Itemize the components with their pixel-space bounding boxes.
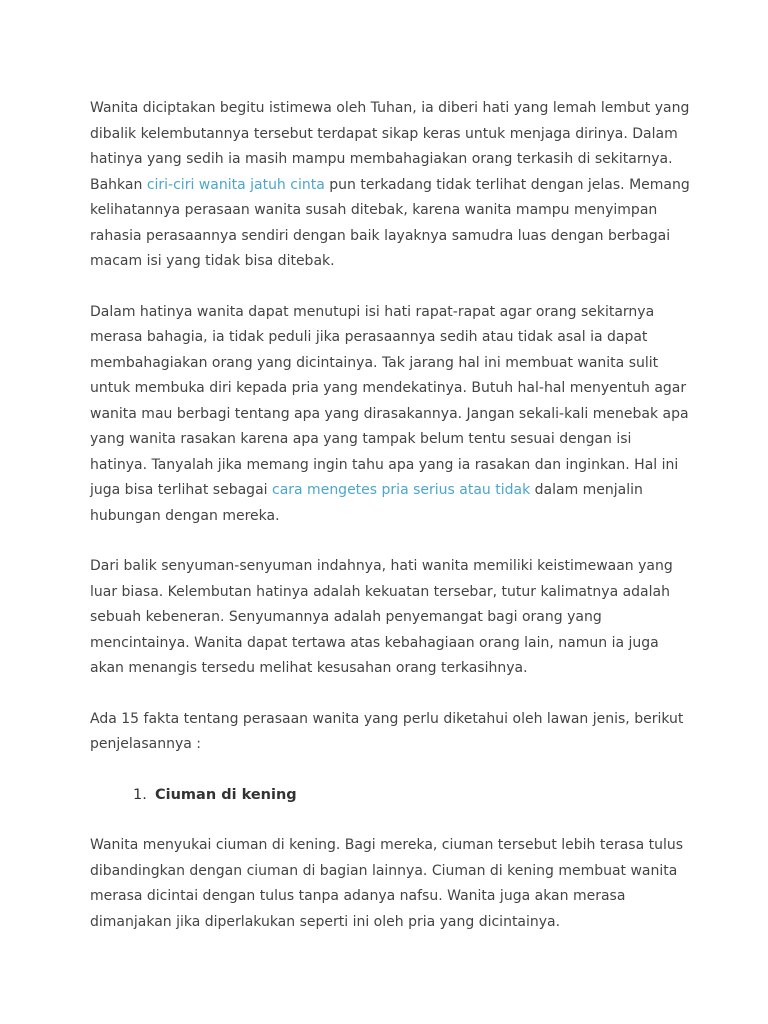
paragraph-heart-text-after: dalam menjalin hubungan dengan mereka.: [90, 482, 643, 524]
paragraph-intro-text-after: pun terkadang tidak terlihat dengan jelas. Memang kelihatannya perasaan wanita susah ditebak, karena wanita mampu menyimpan rahasia perasaannya sendiri dengan baik layaknya samudra luas dengan berbagai macam isi yang tidak bisa ditebak.: [90, 176, 690, 269]
document-page: [90, 96, 690, 960]
list-item-title: Ciuman di kening: [155, 786, 297, 803]
link-ciri-ciri-wanita-jatuh-cinta[interactable]: ciri-ciri wanita jatuh cinta: [146, 176, 325, 193]
paragraph-heart-text-before: Dalam hatinya wanita dapat menutupi isi hati rapat-rapat agar orang sekitarnya merasa bahagia, ia tidak peduli jika perasaannya sedih atau tidak asal ia dapat membahagiakan orang yang dicintainya. Tak jarang hal ini membuat wanita sulit untuk membuka diri kepada pria yang mendekatinya. Butuh hal-hal menyentuh agar wanita mau berbagi tentang apa yang dirasakannya. Jangan sekali-kali menebak apa yang wanita rasakan karena apa yang tampak belum tentu sesuai dengan isi hatinya. Tanyalah jika memang ingin tahu apa yang ia rasakan dan inginkan. Hal ini juga bisa terlihat sebagai: [90, 303, 689, 498]
paragraph-smile: Dari balik senyuman-senyuman indahnya, hati wanita memiliki keistimewaan yang luar biasa. Kelembutan hatinya adalah kekuatan tersebar, tutur kalimatnya adalah sebuah kebeneran. Senyumannya adalah penyemangat bagi orang yang mencintainya. Wanita dapat tertawa atas kebahagiaan orang lain, namun ia juga akan menangis tersedu melihat kesusahan orang terkasihnya.: [90, 558, 673, 676]
paragraph-facts-intro: Ada 15 fakta tentang perasaan wanita yang perlu diketahui oleh lawan jenis, berikut penjelasannya :: [90, 710, 684, 752]
paragraph-intro-text-before: Wanita diciptakan begitu istimewa oleh Tuhan, ia diberi hati yang lemah lembut yang dibalik kelembutannya tersebut terdapat sikap keras untuk menjaga dirinya. Dalam hatinya yang sedih ia masih mampu membahagiakan orang terkasih di sekitarnya. Bahkan: [90, 100, 690, 193]
paragraph-heart: [90, 300, 690, 530]
paragraph-intro: [90, 96, 690, 275]
paragraph-kiss: Wanita menyukai ciuman di kening. Bagi mereka, ciuman tersebut lebih terasa tulus dibandingkan dengan ciuman di bagian lainnya. Ciuman di kening membuat wanita merasa dicintai dengan tulus tanpa adanya nafsu. Wanita juga akan merasa dimanjakan jika diperlakukan seperti ini oleh pria yang dicintainya.: [90, 837, 684, 930]
list-item-heading-1: [90, 783, 690, 809]
link-cara-mengetes-pria[interactable]: cara mengetes pria serius atau tidak: [272, 482, 531, 498]
list-item-number: 1.: [133, 786, 147, 803]
